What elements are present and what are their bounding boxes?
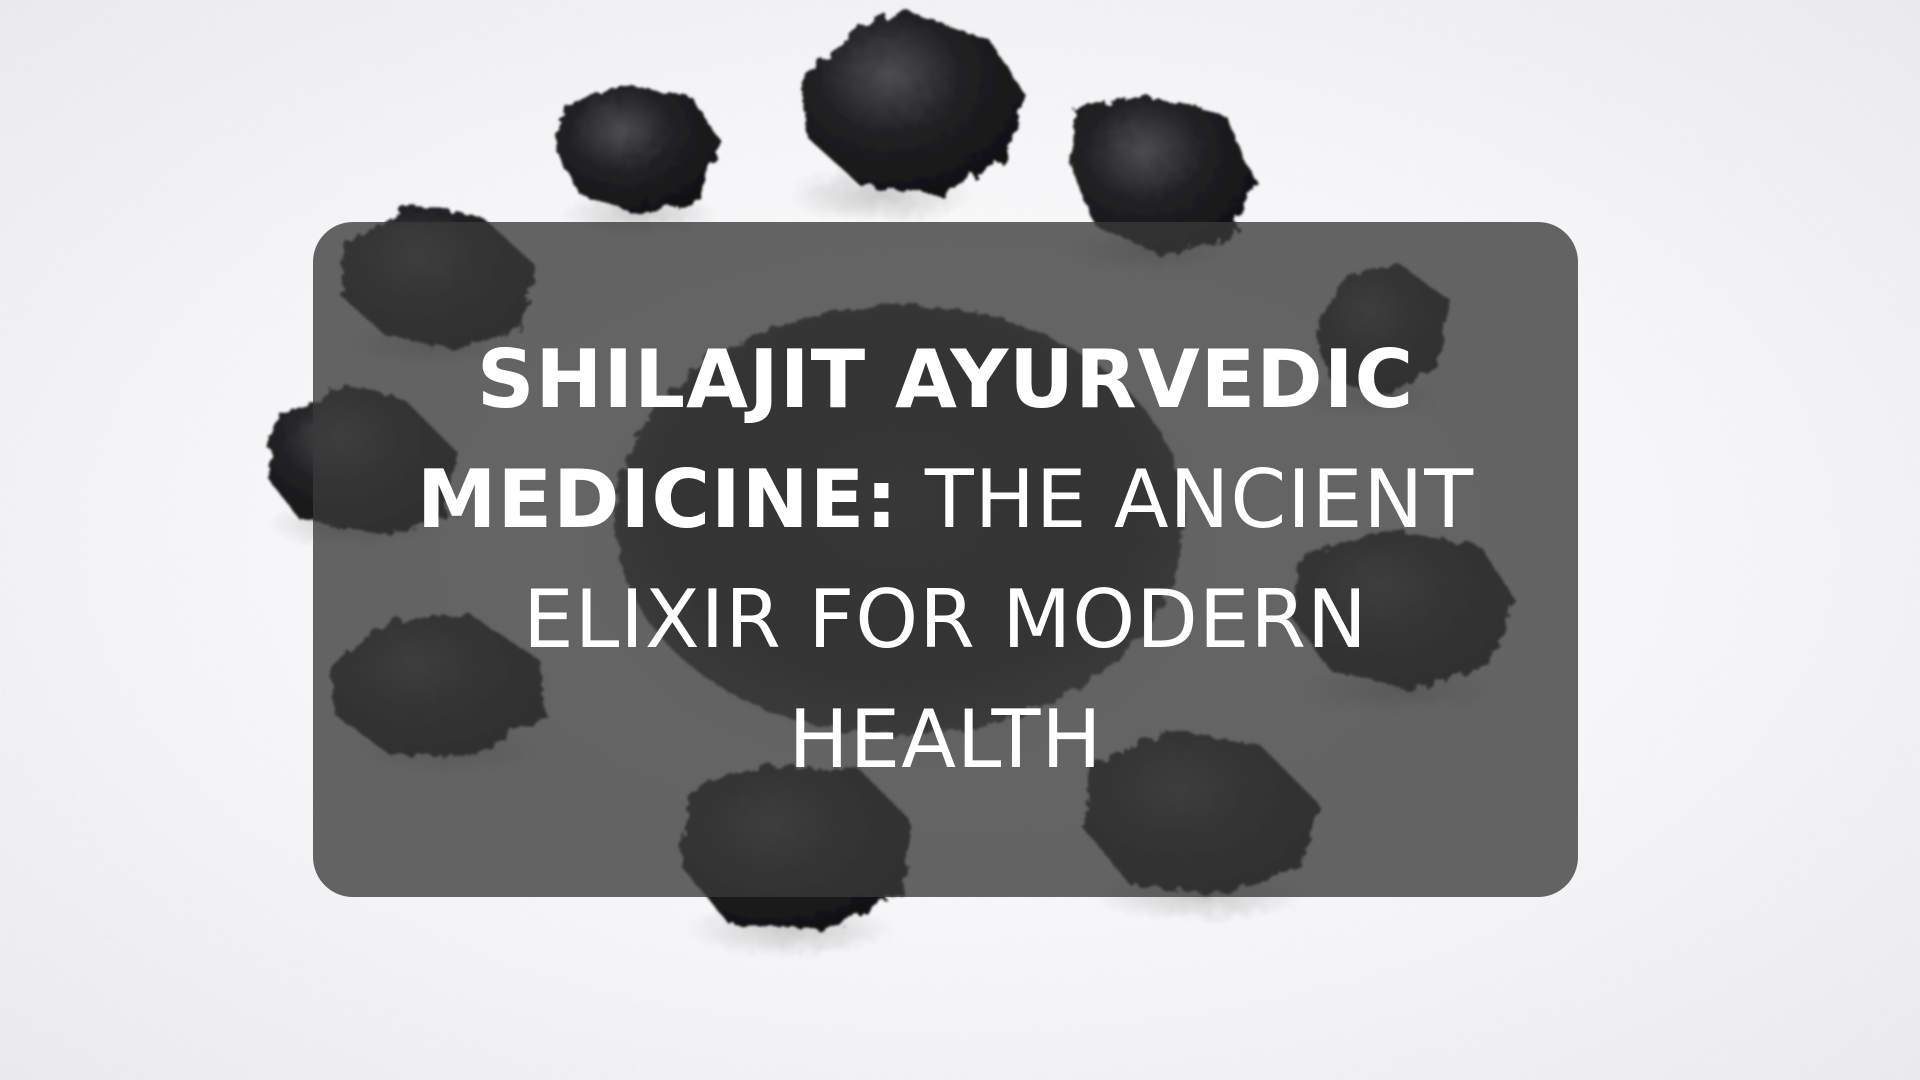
headline-bold: SHILAJIT AYURVEDIC MEDICINE:: [416, 332, 1415, 546]
headline-regular: THE ANCIENT ELIXIR FOR MODERN HEALTH: [523, 452, 1475, 786]
headline: [393, 320, 1498, 800]
title-overlay-card: [313, 222, 1578, 897]
